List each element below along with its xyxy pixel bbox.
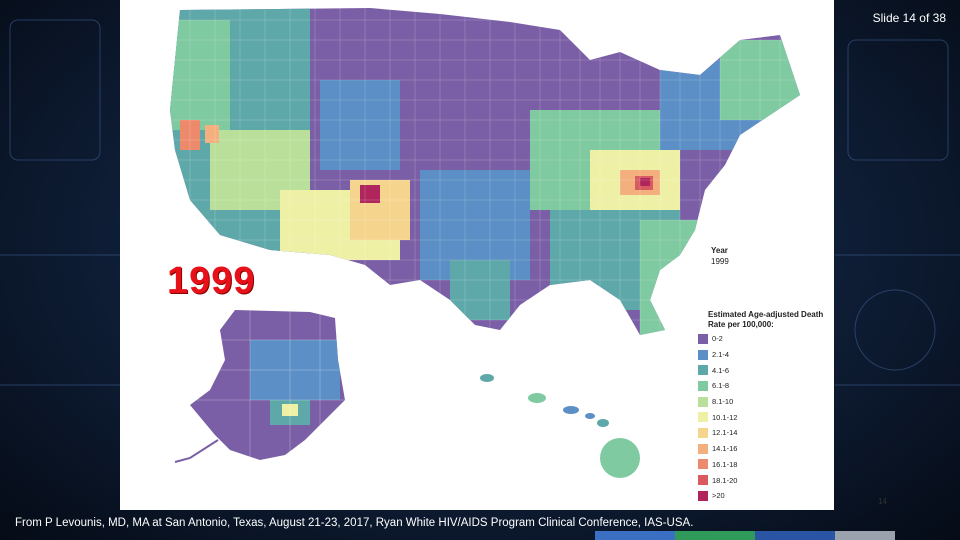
- legend-title: Estimated Age-adjusted Death Rate per 100,000:: [708, 310, 824, 329]
- legend-item: [698, 394, 737, 410]
- legend-item: [698, 472, 737, 488]
- legend-item: [698, 347, 737, 363]
- source-credit: From P Levounis, MD, MA at San Antonio, Texas, August 21-23, 2017, Ryan White HIV/AIDS Program Clinical Conference, IAS-USA.: [15, 517, 694, 529]
- legend-item: [698, 441, 737, 457]
- legend-item: [698, 425, 737, 441]
- bottom-bar-segment: [675, 531, 755, 540]
- legend-label: 4.1-6: [712, 365, 730, 375]
- bottom-bar-segment: [755, 531, 835, 540]
- legend-label: 18.1-20: [712, 475, 738, 485]
- legend-item: [698, 378, 737, 394]
- legend-label: 6.1-8: [712, 381, 730, 391]
- map-panel: [120, 0, 887, 510]
- bottom-bar-segment: [835, 531, 895, 540]
- legend-item: [698, 488, 737, 504]
- legend-swatch: [698, 334, 708, 344]
- contiguous-us: [120, 0, 834, 360]
- legend-item: [698, 409, 737, 425]
- legend-swatch: [698, 350, 708, 360]
- legend: [698, 331, 737, 504]
- legend-item: [698, 362, 737, 378]
- alaska: [180, 300, 350, 470]
- legend-item: [698, 457, 737, 473]
- year-value: 1999: [711, 257, 729, 266]
- legend-label: 12.1-14: [712, 428, 738, 438]
- legend-label: 0-2: [712, 334, 723, 344]
- legend-label: 14.1-16: [712, 444, 738, 454]
- overlay-year: 1999: [167, 260, 256, 302]
- bottom-color-bar: [595, 531, 895, 540]
- hawaii: [480, 374, 640, 478]
- legend-swatch: [698, 397, 708, 407]
- legend-swatch: [698, 428, 708, 438]
- year-label: Year: [711, 246, 728, 255]
- legend-swatch: [698, 491, 708, 501]
- page-number: 14: [878, 497, 887, 506]
- slide-counter: Slide 14 of 38: [872, 11, 946, 25]
- legend-label: 2.1-4: [712, 350, 730, 360]
- legend-item: [698, 331, 737, 347]
- legend-swatch: [698, 444, 708, 454]
- legend-swatch: [698, 459, 708, 469]
- legend-label: 10.1-12: [712, 412, 738, 422]
- legend-label: 8.1-10: [712, 397, 734, 407]
- legend-label: 16.1-18: [712, 459, 738, 469]
- legend-swatch: [698, 365, 708, 375]
- legend-swatch: [698, 412, 708, 422]
- legend-label: >20: [712, 491, 725, 501]
- legend-swatch: [698, 381, 708, 391]
- legend-swatch: [698, 475, 708, 485]
- bottom-bar-segment: [595, 531, 675, 540]
